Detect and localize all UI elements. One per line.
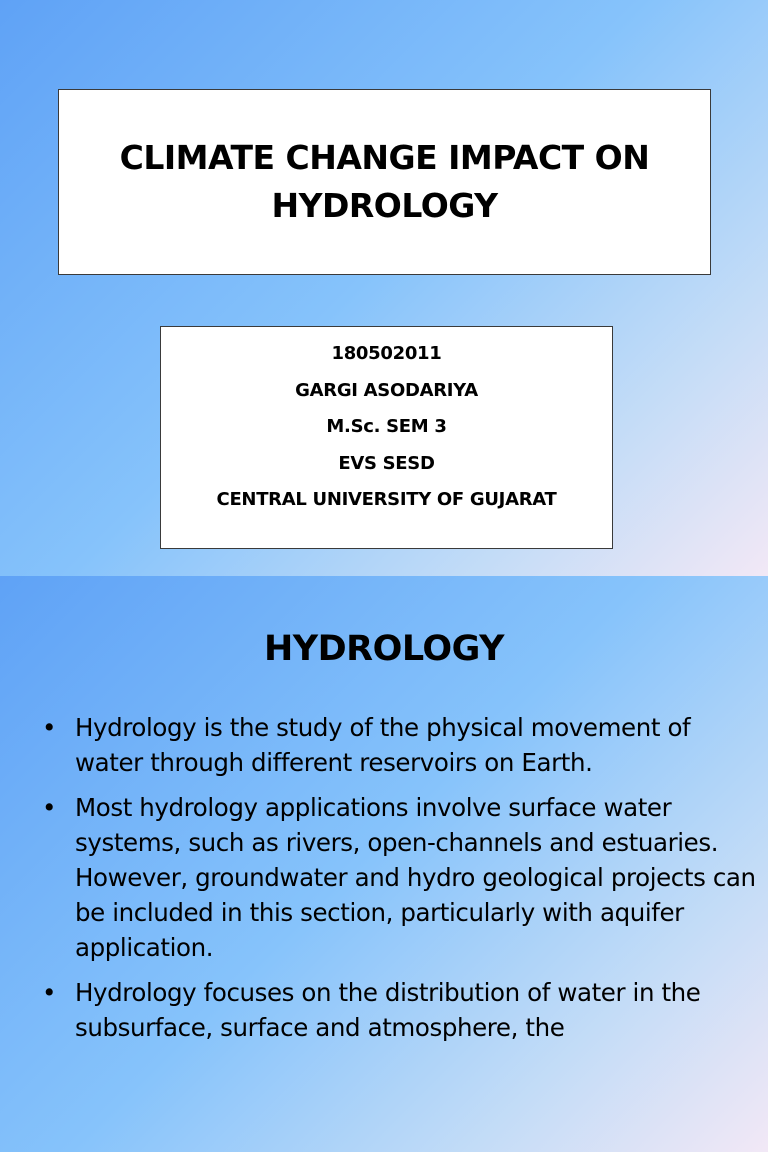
bullet-item bbox=[40, 975, 760, 1045]
bullet-list bbox=[40, 710, 760, 1055]
bullet-item bbox=[40, 790, 760, 965]
bullet-text: Hydrology focuses on the distribution of water in the subsurface, surface and atmosphere, the bbox=[75, 978, 701, 1042]
slide-title: CLIMATE CHANGE IMPACT ON HYDROLOGY bbox=[119, 138, 650, 225]
department: EVS SESD bbox=[338, 452, 435, 474]
bullet-text: Hydrology is the study of the physical movement of water through different reservoirs on Earth. bbox=[75, 713, 691, 777]
university: CENTRAL UNIVERSITY OF GUJARAT bbox=[216, 489, 557, 510]
bullet-text: Most hydrology applications involve surface water systems, such as rivers, open-channels and estuaries. However, groundwater and hydro geological projects can be included in this section, particularly with aquifer application. bbox=[75, 793, 756, 962]
author-name: GARGI ASODARIYA bbox=[295, 379, 478, 401]
bullet-icon: • bbox=[42, 978, 57, 1007]
student-id: 180502011 bbox=[331, 343, 442, 364]
title-box bbox=[58, 89, 711, 275]
author-info-box bbox=[160, 326, 613, 549]
slide-heading: HYDROLOGY bbox=[263, 629, 504, 669]
bullet-item bbox=[40, 710, 760, 780]
content-slide bbox=[0, 576, 768, 1152]
bullet-icon: • bbox=[42, 713, 57, 742]
bullet-icon: • bbox=[42, 793, 57, 822]
course-semester: M.Sc. SEM 3 bbox=[326, 416, 447, 437]
